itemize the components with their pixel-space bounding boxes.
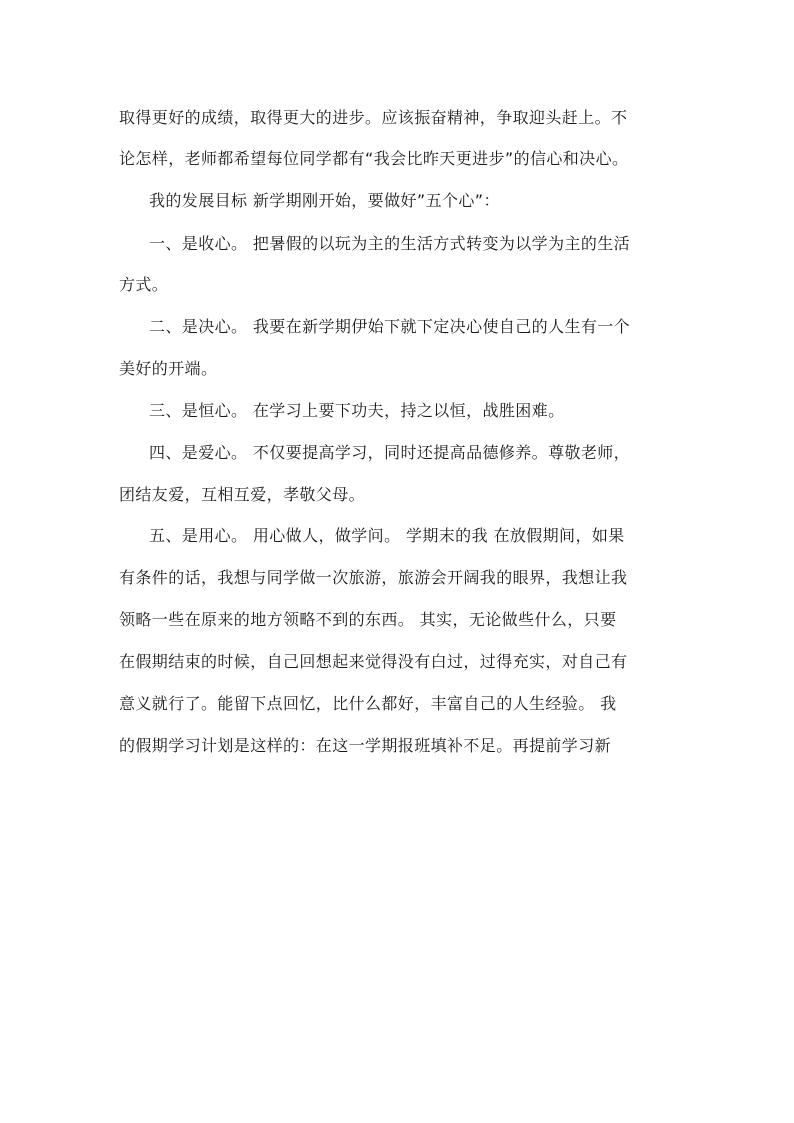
text-line-16: 的假期学习计划是这样的：在这一学期报班填补不足。再提前学习新 xyxy=(119,736,612,755)
text-line-11: 五、是用心。 用心做人，做学问。 学期末的我 在放假期间，如果 xyxy=(149,526,625,545)
text-line-1: 取得更好的成绩，取得更大的进步。应该振奋精神，争取迎头赶上。不 xyxy=(119,108,628,127)
text-line-8: 三、是恒心。 在学习上要下功夫，持之以恒，战胜困难。 xyxy=(149,401,565,420)
text-line-12: 有条件的话，我想与同学做一次旅游，旅游会开阔我的眼界，我想让我 xyxy=(119,568,628,587)
text-line-4: 一、是收心。 把暑假的以玩为主的生活方式转变为以学为主的生活 xyxy=(149,234,631,253)
text-line-14: 在假期结束的时候，自己回想起来觉得没有白过，过得充实，对自己有 xyxy=(119,652,628,671)
text-line-3: 我的发展目标 新学期刚开始，要做好”五个心”： xyxy=(149,191,500,210)
text-line-15: 意义就行了。能留下点回忆，比什么都好，丰富自己的人生经验。 我 xyxy=(119,694,617,713)
text-line-10: 团结友爱，互相互爱，孝敬父母。 xyxy=(119,485,366,504)
text-line-2: 论怎样，老师都希望每位同学都有“我会比昨天更进步”的信心和决心。 xyxy=(119,149,629,168)
text-line-7: 美好的开端。 xyxy=(119,359,218,378)
text-line-5: 方式。 xyxy=(119,275,169,294)
text-line-6: 二、是决心。 我要在新学期伊始下就下定决心使自己的人生有一个 xyxy=(149,317,631,336)
text-line-9: 四、是爱心。 不仅要提高学习，同时还提高品德修养。尊敬老师， xyxy=(149,443,631,462)
text-line-13: 领略一些在原来的地方领略不到的东西。 其实，无论做些什么，只要 xyxy=(119,610,617,629)
